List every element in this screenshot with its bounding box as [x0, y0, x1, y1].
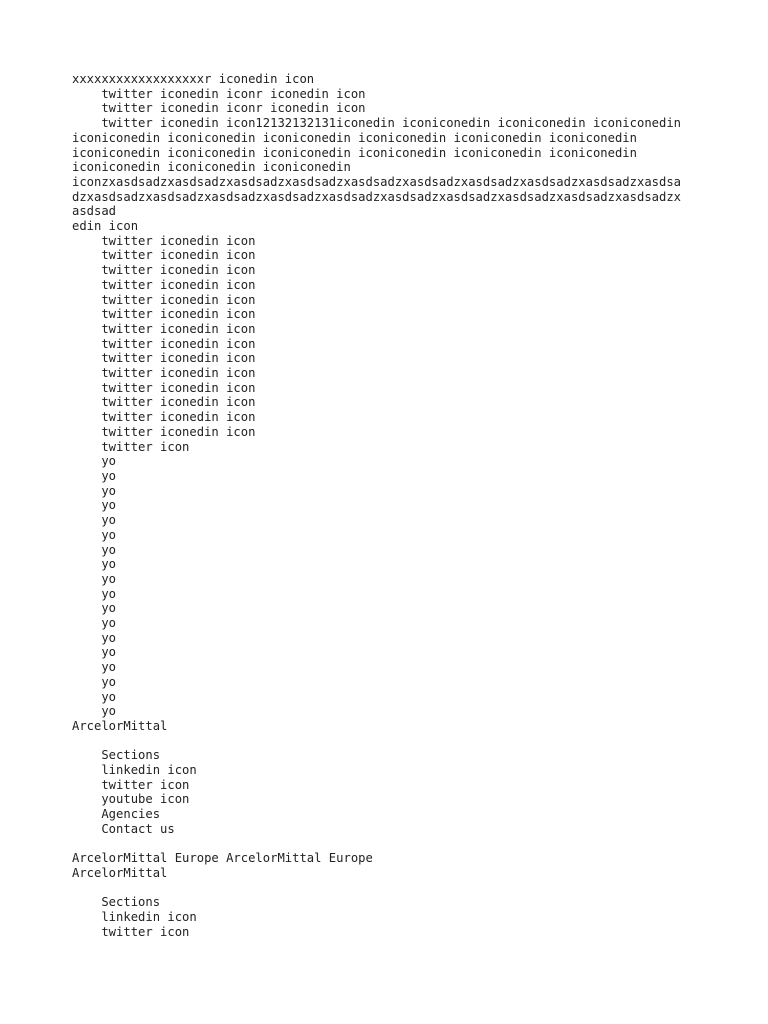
text-line: edin icon — [72, 219, 139, 234]
text-line: twitter iconedin icon — [72, 395, 256, 410]
text-line: yo — [72, 542, 117, 557]
text-line: twitter iconedin icon — [72, 277, 256, 292]
text-line: yo — [72, 601, 117, 616]
text-line: yo — [72, 660, 117, 675]
text-line: twitter icon — [72, 439, 190, 454]
text-line: yo — [72, 513, 117, 528]
text-line: iconiconedin iconiconedin iconiconedin iconiconedin iconiconedin iconiconedin — [72, 145, 637, 160]
text-line: yo — [72, 454, 117, 469]
text-line: yo — [72, 498, 117, 513]
text-line: yo — [72, 557, 117, 572]
text-line: xxxxxxxxxxxxxxxxxxr iconedin icon — [72, 72, 315, 86]
text-line: twitter iconedin iconr iconedin icon — [72, 86, 366, 101]
text-line: twitter icon — [72, 777, 190, 792]
text-line — [72, 734, 712, 749]
text-line: twitter iconedin icon — [72, 233, 256, 248]
text-line: yo — [72, 571, 117, 586]
text-line: yo — [72, 586, 117, 601]
text-line: twitter iconedin icon — [72, 366, 256, 381]
text-line: Sections — [72, 748, 161, 763]
text-line: ArcelorMittal — [72, 718, 168, 733]
text-line: asdsad — [72, 204, 117, 219]
text-line: twitter iconedin icon — [72, 410, 256, 425]
text-line: twitter iconedin iconr iconedin icon — [72, 101, 366, 116]
text-line: twitter iconedin icon12132132131iconedin iconiconedin iconiconedin iconiconedin — [72, 116, 682, 131]
text-line: ArcelorMittal — [72, 865, 168, 880]
text-line: iconiconedin iconiconedin iconiconedin iconiconedin iconiconedin iconiconedin — [72, 130, 637, 145]
text-line: yo — [72, 630, 117, 645]
text-line: dzxasdsadzxasdsadzxasdsadzxasdsadzxasdsadzxasdsadzxasdsadzxasdsadzxasdsadzxasdsadzx — [72, 189, 682, 204]
text-line: twitter iconedin icon — [72, 321, 256, 336]
text-line: iconiconedin iconiconedin iconiconedin — [72, 160, 351, 175]
text-line — [72, 881, 712, 896]
text-line — [72, 837, 712, 852]
text-line: twitter iconedin icon — [72, 380, 256, 395]
text-line: twitter iconedin icon — [72, 424, 256, 439]
text-line: yo — [72, 527, 117, 542]
text-line: twitter iconedin icon — [72, 351, 256, 366]
text-line: Agencies — [72, 807, 161, 822]
text-line: yo — [72, 616, 117, 631]
text-line: twitter iconedin icon — [72, 292, 256, 307]
text-line: yo — [72, 468, 117, 483]
text-line: iconzxasdsadzxasdsadzxasdsadzxasdsadzxasdsadzxasdsadzxasdsadzxasdsadzxasdsadzxasdsa — [72, 174, 682, 189]
text-line: twitter iconedin icon — [72, 248, 256, 263]
text-line: linkedin icon — [72, 910, 197, 925]
text-line: yo — [72, 645, 117, 660]
text-line: linkedin icon — [72, 763, 197, 778]
text-line: yo — [72, 689, 117, 704]
text-line: yo — [72, 704, 117, 719]
text-line: twitter iconedin icon — [72, 307, 256, 322]
text-line: twitter iconedin icon — [72, 263, 256, 278]
document-body — [72, 72, 712, 939]
text-line: twitter icon — [72, 924, 190, 939]
text-line: youtube icon — [72, 792, 190, 807]
text-line: ArcelorMittal Europe ArcelorMittal Europe — [72, 851, 373, 866]
text-line: Contact us — [72, 821, 175, 836]
text-line: yo — [72, 674, 117, 689]
text-line: yo — [72, 483, 117, 498]
text-line: Sections — [72, 895, 161, 910]
text-line: twitter iconedin icon — [72, 336, 256, 351]
